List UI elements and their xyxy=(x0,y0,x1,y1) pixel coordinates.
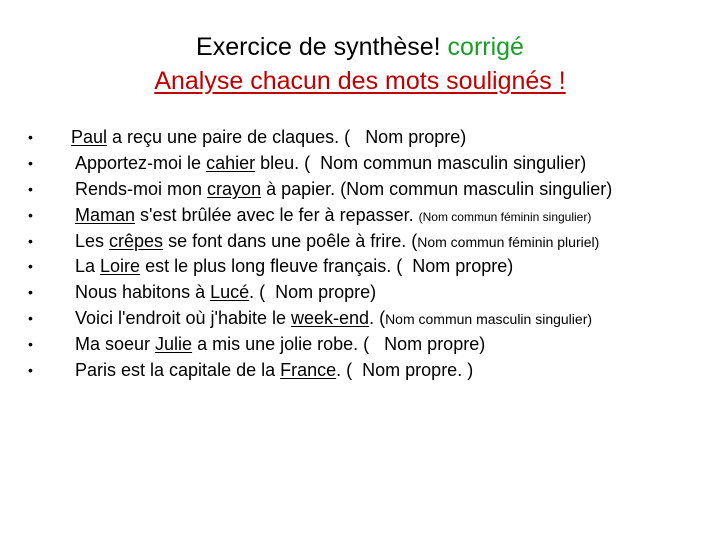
bullet-icon: • xyxy=(28,129,33,145)
sentence xyxy=(75,253,513,279)
sentence-text-after: à papier. ( xyxy=(261,178,347,199)
title-instruction: Analyse chacun des mots soulignés ! xyxy=(154,67,566,95)
bullet-icon: • xyxy=(28,206,33,223)
list-item xyxy=(28,150,708,176)
sentence-text-after: est le plus long fleuve français. ( xyxy=(140,256,413,277)
underlined-word: Maman xyxy=(75,204,136,225)
list-item xyxy=(28,228,708,254)
sentence-text-after: s'est brûlée avec le fer à repasser. xyxy=(135,204,419,225)
answer-text: Nom commun masculin singulier) xyxy=(346,178,613,199)
sentence-text-before: Voici l'endroit où j'habite le xyxy=(75,308,292,329)
sentence xyxy=(75,202,591,230)
sentence xyxy=(75,305,592,332)
sentence-text-before: Ma soeur xyxy=(75,334,156,355)
bullet-icon: • xyxy=(28,310,33,327)
sentence xyxy=(75,150,586,176)
sentence-text-before: Paris est la capitale de la xyxy=(75,360,281,381)
answer-text: Nom commun féminin pluriel) xyxy=(417,233,600,250)
sentence-text-after: se font dans une poêle à frire. ( xyxy=(163,230,418,251)
answer-text: Nom propre) xyxy=(275,282,377,303)
underlined-word: Paul xyxy=(71,127,108,147)
sentence-text-after: . ( xyxy=(336,360,363,381)
bullet-icon: • xyxy=(28,362,33,379)
answer-text: (Nom commun féminin singulier) xyxy=(418,209,592,224)
sentence xyxy=(75,357,473,383)
bullet-icon: • xyxy=(28,180,33,197)
underlined-word: week-end xyxy=(291,308,370,329)
bullet-icon: • xyxy=(28,232,33,249)
bullet-icon: • xyxy=(28,336,33,353)
list-item xyxy=(28,202,708,228)
underlined-word: Lucé xyxy=(210,282,250,303)
underlined-word: France xyxy=(280,360,337,381)
sentence-text-before: Rends-moi mon xyxy=(75,178,208,199)
sentence xyxy=(75,279,376,305)
sentence-text-after: . ( xyxy=(249,282,276,303)
exercise-list xyxy=(28,124,708,383)
list-item xyxy=(28,253,708,279)
title-block xyxy=(0,30,720,98)
answer-text: Nom propre) xyxy=(384,334,486,355)
list-item xyxy=(28,305,708,331)
underlined-word: crêpes xyxy=(109,230,164,251)
underlined-word: Julie xyxy=(155,334,193,355)
sentence xyxy=(75,176,612,202)
bullet-icon: • xyxy=(28,258,33,275)
sentence-text-before: La xyxy=(75,256,101,277)
list-item xyxy=(28,357,708,383)
list-item xyxy=(28,331,708,357)
underlined-word: cahier xyxy=(206,152,256,173)
answer-text: Nom propre) xyxy=(412,256,514,277)
sentence xyxy=(71,124,466,150)
answer-text: Nom propre) xyxy=(365,127,467,147)
sentence xyxy=(75,228,599,255)
bullet-icon: • xyxy=(28,284,33,301)
title-line-1 xyxy=(0,30,720,64)
underlined-word: Loire xyxy=(100,256,141,277)
title-main: Exercice de synthèse! xyxy=(196,33,441,61)
sentence-text-before: Les xyxy=(75,230,110,251)
answer-text: Nom propre. ) xyxy=(362,360,474,381)
sentence-text-after: bleu. ( xyxy=(255,152,321,173)
list-item xyxy=(28,279,708,305)
answer-text: Nom commun masculin singulier) xyxy=(385,311,593,328)
sentence-text-before: Nous habitons à xyxy=(75,282,211,303)
sentence xyxy=(75,331,485,357)
sentence-text-after: . ( xyxy=(369,308,386,329)
sentence-text-after: a reçu une paire de claques. ( xyxy=(107,127,366,147)
underlined-word: crayon xyxy=(207,178,262,199)
sentence-text-after: a mis une jolie robe. ( xyxy=(192,334,385,355)
list-item xyxy=(28,176,708,202)
title-line-2 xyxy=(0,64,720,98)
sentence-text-before: Apportez-moi le xyxy=(75,152,207,173)
bullet-icon: • xyxy=(28,154,33,171)
list-item xyxy=(28,124,708,150)
title-corrige: corrigé xyxy=(447,33,524,61)
answer-text: Nom commun masculin singulier) xyxy=(320,152,587,173)
